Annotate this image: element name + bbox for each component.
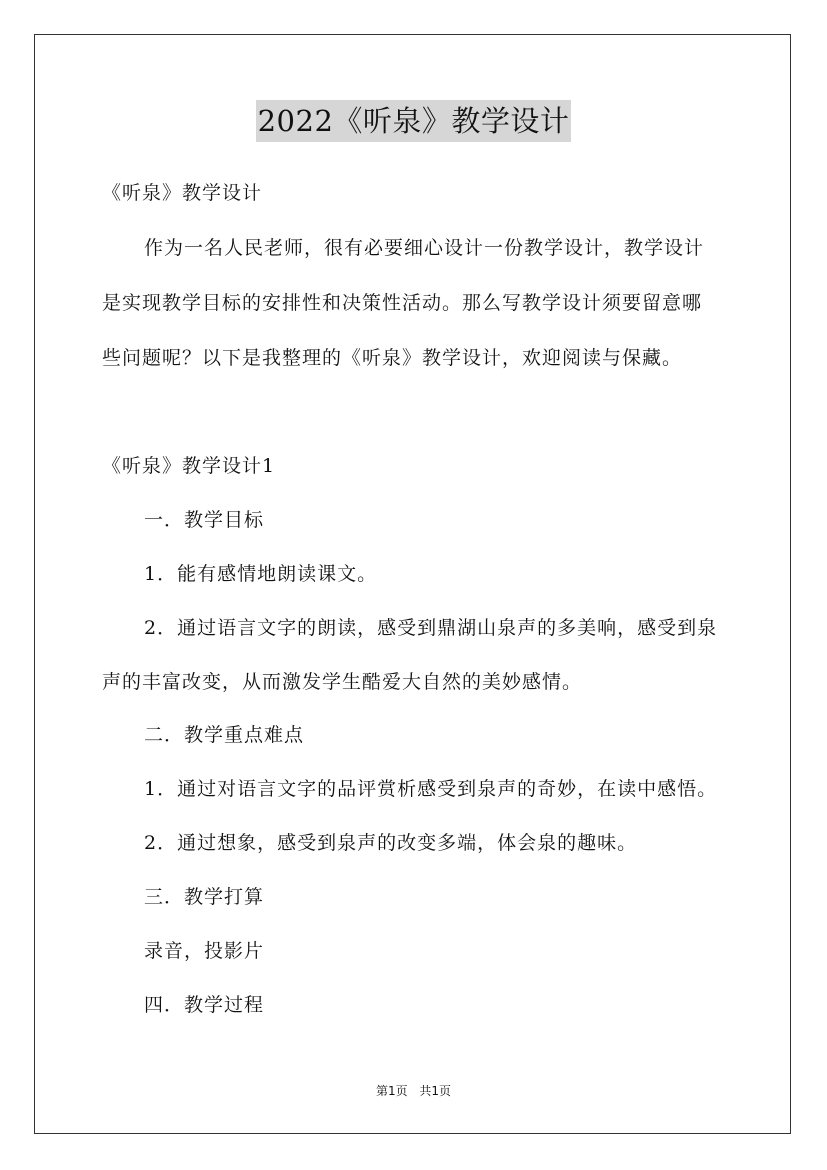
key-point-item-2: 2．通过想象，感受到泉声的改变多端，体会泉的趣味。 [144,832,638,854]
preparation-heading: 三．教学打算 [144,886,265,908]
teaching-goals-heading: 一．教学目标 [144,509,265,531]
section-heading: 《听泉》教学设计 [102,182,263,204]
process-heading: 四．教学过程 [144,994,265,1016]
page-total: 共1页 [419,1084,452,1098]
goal-item-2-line-1: 2．通过语言文字的朗读，感受到鼎湖山泉声的多美响，感受到泉 [144,617,718,639]
design-1-heading: 《听泉》教学设计1 [102,455,276,477]
goal-item-2-line-2: 声的丰富改变，从而激发学生酷爱大自然的美妙感情。 [102,671,583,693]
preparation-materials: 录音，投影片 [144,940,265,962]
goal-item-1: 1．能有感情地朗读课文。 [144,563,378,585]
key-point-item-1: 1．通过对语言文字的品评赏析感受到泉声的奇妙，在读中感悟。 [144,778,718,800]
page-number: 第1页 [375,1084,408,1098]
intro-paragraph-line-3: 些问题呢？以下是我整理的《听泉》教学设计，欢迎阅读与保藏。 [102,347,683,369]
document-title [0,100,827,142]
intro-paragraph-line-1: 作为一名人民老师，很有必要细心设计一份教学设计，教学设计 [144,237,705,259]
page-footer [0,1083,827,1099]
key-points-heading: 二．教学重点难点 [144,724,305,746]
intro-paragraph-line-2: 是实现教学目标的安排性和决策性活动。那么写教学设计须要留意哪 [102,292,703,314]
document-title-text: 2022《听泉》教学设计 [256,100,572,142]
